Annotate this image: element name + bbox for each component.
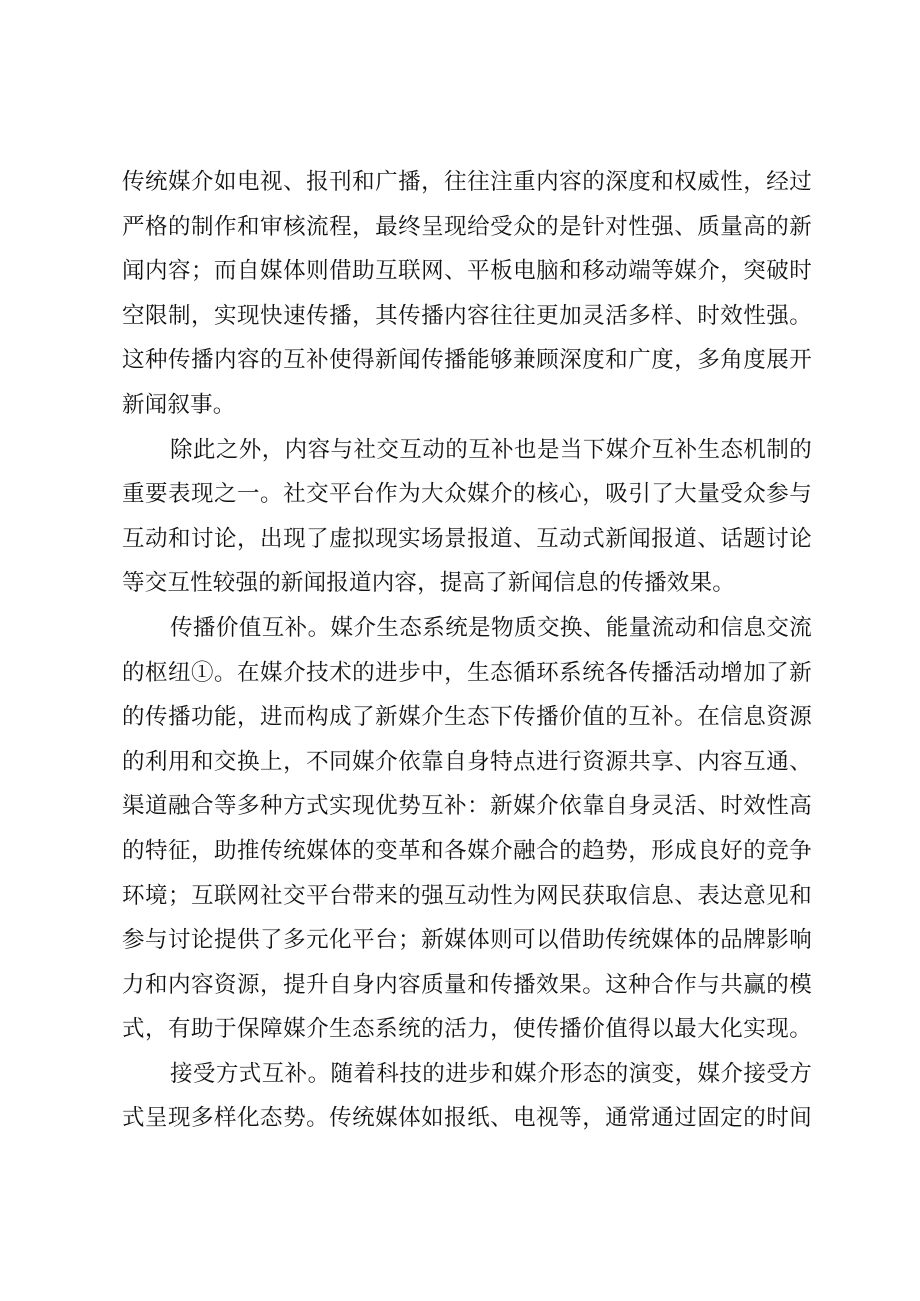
- paragraph-line: 的特征，助推传统媒体的变革和各媒介融合的趋势，形成良好的竞争: [122, 837, 812, 864]
- paragraph-line: 这种传播内容的互补使得新闻传播能够兼顾深度和广度，多角度展开: [122, 347, 812, 374]
- paragraph-line: 渠道融合等多种方式实现优势互补：新媒介依靠自身灵活、时效性高: [122, 793, 812, 820]
- paragraph-line: 传播价值互补。媒介生态系统是物质交换、能量流动和信息交流: [170, 614, 812, 641]
- paragraph-line: 空限制，实现快速传播，其传播内容往往更加灵活多样、时效性强。: [122, 302, 812, 329]
- paragraph-line: 参与讨论提供了多元化平台；新媒体则可以借助传统媒体的品牌影响: [122, 927, 812, 954]
- paragraph-line: 的传播功能，进而构成了新媒介生态下传播价值的互补。在信息资源: [122, 704, 812, 731]
- paragraph-line: 的利用和交换上，不同媒介依靠自身特点进行资源共享、内容互通、: [122, 748, 812, 775]
- paragraph-line: 的枢纽①。在媒介技术的进步中，生态循环系统各传播活动增加了新: [122, 659, 812, 686]
- paragraph-line: 重要表现之一。社交平台作为大众媒介的核心，吸引了大量受众参与: [122, 481, 812, 508]
- paragraph-line: 式，有助于保障媒介生态系统的活力，使传播价值得以最大化实现。: [122, 1016, 812, 1043]
- paragraph-line: 除此之外，内容与社交互动的互补也是当下媒介互补生态机制的: [170, 436, 812, 463]
- paragraph-line: 严格的制作和审核流程，最终呈现给受众的是针对性强、质量高的新: [122, 213, 812, 240]
- paragraph-line: 闻内容；而自媒体则借助互联网、平板电脑和移动端等媒介，突破时: [122, 258, 812, 285]
- paragraph-line: 式呈现多样化态势。传统媒体如报纸、电视等，通常通过固定的时间: [122, 1105, 812, 1132]
- paragraph-line: 互动和讨论，出现了虚拟现实场景报道、互动式新闻报道、话题讨论: [122, 525, 812, 552]
- paragraph-line: 新闻叙事。: [122, 391, 236, 418]
- paragraph-line: 传统媒介如电视、报刊和广播，往往注重内容的深度和权威性，经过: [122, 169, 812, 195]
- body-text: [122, 160, 812, 1141]
- paragraph-line: 等交互性较强的新闻报道内容，提高了新闻信息的传播效果。: [122, 570, 735, 597]
- paragraph-line: 力和内容资源，提升自身内容质量和传播效果。这种合作与共赢的模: [122, 971, 812, 998]
- paragraph-line: 接受方式互补。随着科技的进步和媒介形态的演变，媒介接受方: [170, 1060, 812, 1087]
- paragraph-line: 环境；互联网社交平台带来的强互动性为网民获取信息、表达意见和: [122, 882, 812, 909]
